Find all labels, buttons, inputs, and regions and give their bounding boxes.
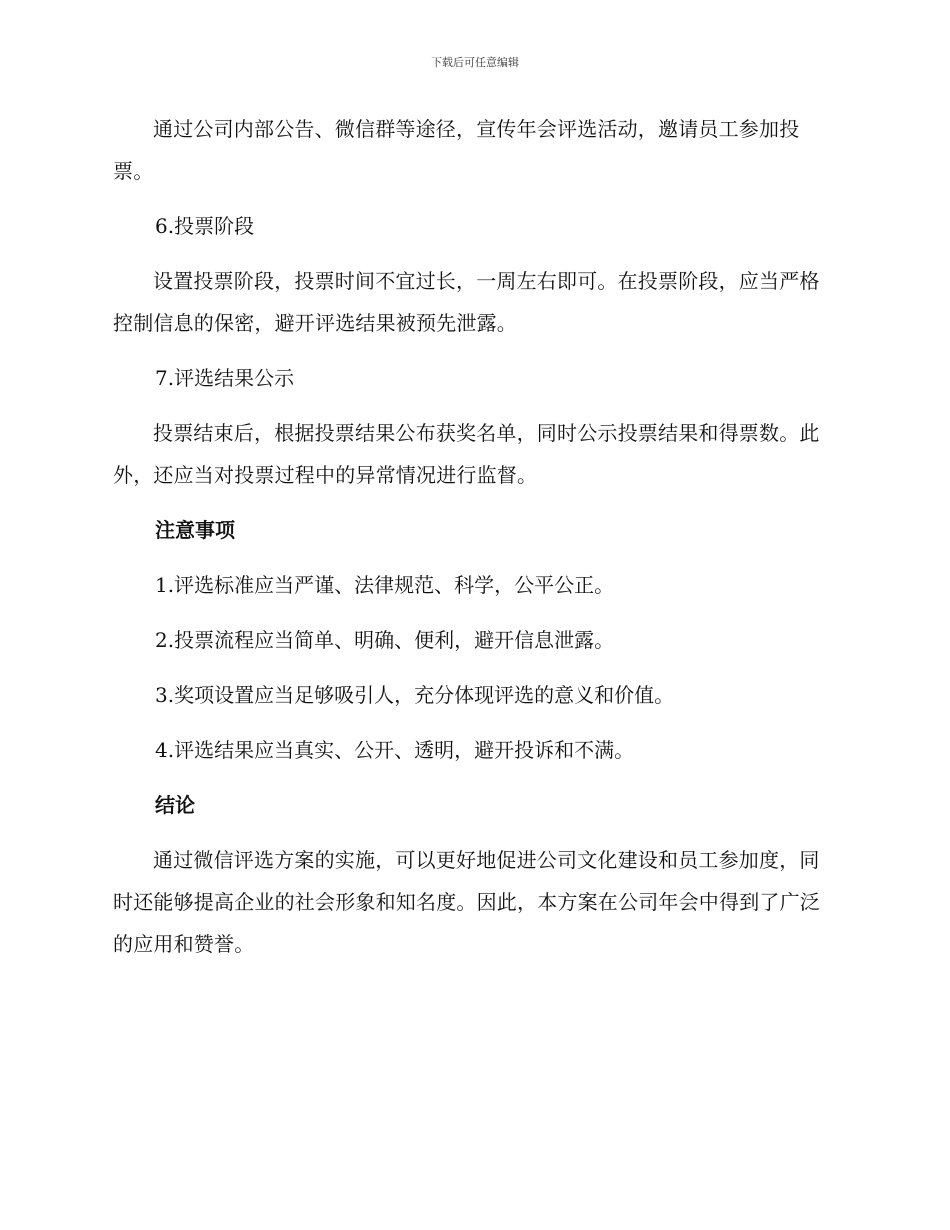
note-item-4: 4.评选结果应当真实、公开、透明，避开投诉和不满。 xyxy=(155,738,635,762)
document-body xyxy=(113,108,835,965)
spacer xyxy=(113,399,835,412)
paragraph-voting-stage: 设置投票阶段，投票时间不宜过长，一周左右即可。在投票阶段，应当严格控制信息的保密，避开评选结果被预先泄露。 xyxy=(113,269,820,335)
spacer xyxy=(113,551,835,564)
note-item-2: 2.投票流程应当简单、明确、便利，避开信息泄露。 xyxy=(155,628,615,652)
paragraph-results-announcement: 投票结束后，根据投票结果公布获奖名单，同时公示投票结果和得票数。此外，还应当对投票过程中的异常情况进行监督。 xyxy=(113,421,820,487)
section-title-results-announcement: 7.评选结果公示 xyxy=(155,366,295,390)
note-item-1: 1.评选标准应当严谨、法律规范、科学，公平公正。 xyxy=(155,573,615,597)
paragraph-conclusion: 通过微信评选方案的实施，可以更好地促进公司文化建设和员工参加度，同时还能够提高企业的社会形象和知名度。因此，本方案在公司年会中得到了广泛的应用和赞誉。 xyxy=(113,848,820,956)
heading-notes: 注意事项 xyxy=(155,518,235,542)
spacer xyxy=(113,716,835,729)
spacer xyxy=(113,496,835,509)
spacer xyxy=(113,192,835,205)
spacer xyxy=(113,606,835,619)
paragraph-promotion: 通过公司内部公告、微信群等途径，宣传年会评选活动，邀请员工参加投票。 xyxy=(113,117,800,183)
note-item-3: 3.奖项设置应当足够吸引人，充分体现评选的意义和价值。 xyxy=(155,683,675,707)
spacer xyxy=(113,247,835,260)
heading-conclusion: 结论 xyxy=(155,793,195,817)
spacer xyxy=(113,826,835,839)
spacer xyxy=(113,771,835,784)
spacer xyxy=(113,661,835,674)
page-header: 下载后可任意编辑 xyxy=(431,56,519,69)
spacer xyxy=(113,344,835,357)
section-title-voting-stage: 6.投票阶段 xyxy=(155,214,255,238)
